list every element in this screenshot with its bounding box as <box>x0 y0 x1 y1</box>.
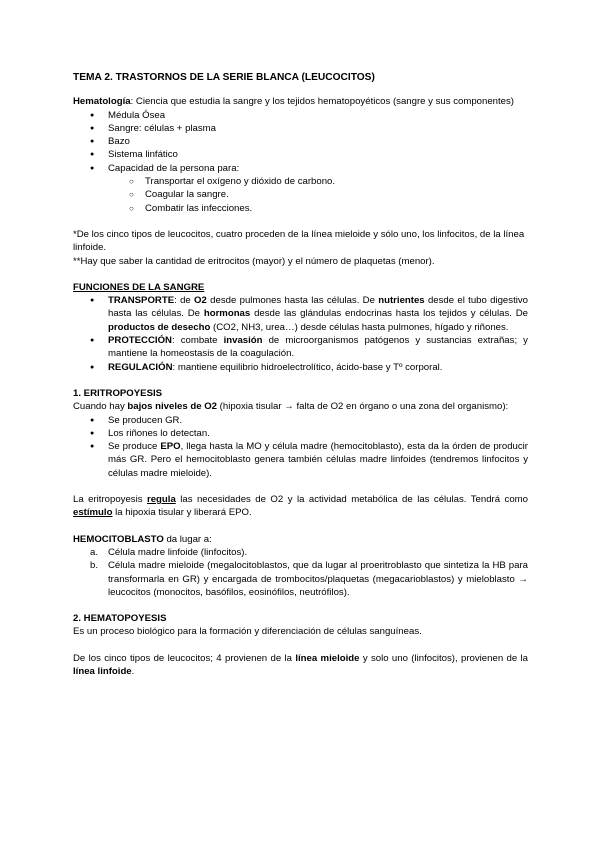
hematologia-term: Hematología <box>73 96 131 108</box>
list-item: ● Médula Ósea <box>73 109 528 122</box>
hemocitoblasto-heading: HEMOCITOBLASTO da lugar a: <box>73 533 212 545</box>
eritropoyesis-intro: Cuando hay bajos niveles de O2 (hipoxia tisular → falta de O2 en órgano o una zona del organismo): <box>73 401 509 413</box>
sub-list-item: ○ Transportar el oxígeno y dióxido de carbono. <box>73 175 528 188</box>
list-item: ● Se produce EPO, llega hasta la MO y célula madre (hemocitoblasto), esta da la órden de producir más GR. Pero el hemocitoblasto genera también células madre linfoides (tendremos linfocitos y células madre mieloide). <box>73 440 528 480</box>
list-item-proteccion: ● PROTECCIÓN: combate invasión de microorganismos patógenos y sustancias extrañas; y mantiene la homeostasis de la coagulación. <box>73 334 528 361</box>
list-item-regulacion: ● REGULACIÓN: mantiene equilibrio hidroelectrolítico, ácido-base y Tº corporal. <box>73 361 528 374</box>
list-item: ● Sistema linfático <box>73 148 528 161</box>
hematopoyesis-text: Es un proceso biológico para la formación y diferenciación de células sanguíneas. <box>73 626 422 638</box>
hematopoyesis-paragraph: De los cinco tipos de leucocitos; 4 provienen de la línea mieloide y solo uno (linfocitos), provienen de la línea linfoide. <box>73 652 528 677</box>
eritropoyesis-paragraph: La eritropoyesis regula las necesidades de O2 y la actividad metabólica de las células. Tendrá como estímulo la hipoxia tisular y liberará EPO. <box>73 494 528 519</box>
list-item-transporte: ● TRANSPORTE: de O2 desde pulmones hasta las células. De nutrientes desde el tubo digestivo hasta las células. De hormonas desde las glándulas endocrinas hasta los tejidos y células. De productos de desecho (CO2, NH3, urea…) desde células hasta pulmones, hígado y riñones. <box>73 294 528 334</box>
hematologia-definition: Hematología: Ciencia que estudia la sangre y los tejidos hematopoyéticos (sangre y sus componentes) <box>73 96 515 108</box>
note-leucocitos: *De los cinco tipos de leucocitos, cuatro proceden de la línea mieloide y sólo uno, los linfocitos, de la línea linfoide. <box>73 228 525 254</box>
sub-list-item: ○ Combatir las infecciones. <box>73 202 528 215</box>
sub-list-item: ○ Coagular la sangre. <box>73 188 528 201</box>
document-title: TEMA 2. TRASTORNOS DE LA SERIE BLANCA (LEUCOCITOS) <box>73 72 375 83</box>
list-item: ● Bazo <box>73 135 528 148</box>
list-item: ● Se producen GR. <box>73 414 528 427</box>
hematologia-list <box>73 109 528 175</box>
list-item: ● Capacidad de la persona para: <box>73 162 528 175</box>
list-item: a. Célula madre linfoide (linfocitos). <box>90 546 248 558</box>
hematopoyesis-heading: 2. HEMATOPOYESIS <box>73 613 167 625</box>
eritropoyesis-list <box>73 414 528 480</box>
note-eritrocitos: **Hay que saber la cantidad de eritrocitos (mayor) y el número de plaquetas (menor). <box>73 255 435 267</box>
capacidad-sublist <box>73 175 528 215</box>
list-item: ● Los riñones lo detectan. <box>73 427 528 440</box>
funciones-heading: FUNCIONES DE LA SANGRE <box>73 281 205 293</box>
list-item: b. Célula madre mieloide (megalocitoblastos, que da lugar al proeritroblasto que sintetiza la HB para transformarla en GR) y encargada de trombocitos/plaquetas (megacarioblastos) y mieloblasto → leucocitos (monocitos, basófilos, eosinófilos, neutrófilos). <box>90 560 528 598</box>
list-item: ● Sangre: células + plasma <box>73 122 528 135</box>
funciones-list <box>73 294 528 374</box>
eritropoyesis-heading: 1. ERITROPOYESIS <box>73 387 163 399</box>
hemocitoblasto-list <box>73 546 528 599</box>
